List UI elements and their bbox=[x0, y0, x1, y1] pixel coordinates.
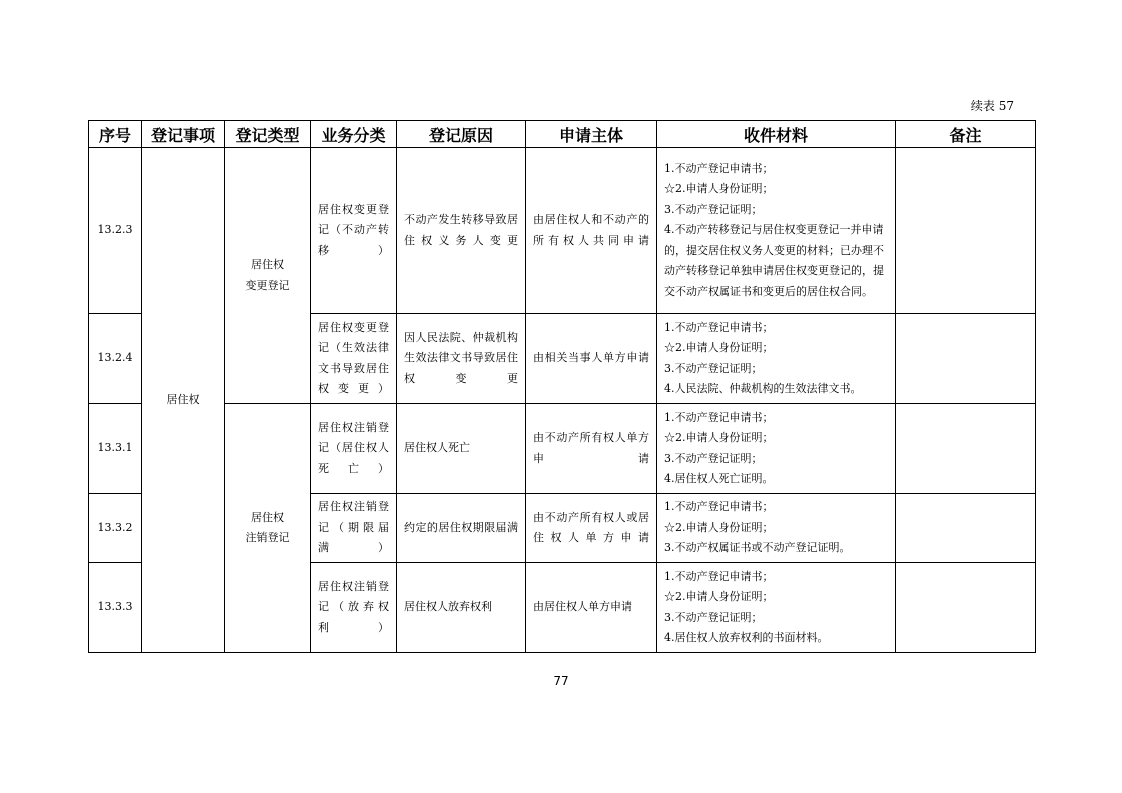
header-registration-item: 登记事项 bbox=[142, 121, 225, 148]
page-number: 77 bbox=[553, 674, 569, 688]
material-item: 4.居住权人死亡证明。 bbox=[664, 472, 774, 485]
materials-cell bbox=[657, 404, 896, 494]
header-registration-reason: 登记原因 bbox=[397, 121, 526, 148]
registration-item-cell: 居住权 bbox=[142, 148, 225, 653]
materials-cell bbox=[657, 314, 896, 404]
registration-type-line2: 变更登记 bbox=[245, 278, 290, 292]
applicant-cell: 由不动产所有权人单方申请 bbox=[526, 404, 657, 494]
business-category-cell: 居住权注销登记（居住权人死亡） bbox=[311, 404, 397, 494]
applicant-cell: 由不动产所有权人或居住权人单方申请 bbox=[526, 494, 657, 563]
material-item: 1.不动产登记申请书； bbox=[664, 161, 774, 175]
material-item: 3.不动产权属证书或不动产登记证明。 bbox=[664, 541, 851, 555]
registration-reason-cell: 因人民法院、仲裁机构生效法律文书导致居住权变更 bbox=[397, 314, 526, 404]
header-remarks: 备注 bbox=[896, 121, 1036, 148]
row-number: 13.3.2 bbox=[89, 494, 142, 563]
registration-type-line1: 居住权 bbox=[251, 510, 284, 524]
row-number: 13.3.1 bbox=[89, 404, 142, 494]
table-row bbox=[89, 404, 1036, 494]
registration-reason-cell: 不动产发生转移导致居住权义务人变更 bbox=[397, 148, 526, 314]
registration-type-cell bbox=[225, 404, 311, 653]
remark-cell bbox=[896, 494, 1036, 563]
material-item: ☆2.申请人身份证明； bbox=[664, 590, 774, 603]
registration-type-cell bbox=[225, 148, 311, 404]
header-materials: 收件材料 bbox=[657, 121, 896, 148]
remark-cell bbox=[896, 563, 1036, 653]
material-item: ☆2.申请人身份证明； bbox=[664, 520, 774, 534]
materials-cell bbox=[657, 494, 896, 563]
applicant-cell: 由相关当事人单方申请 bbox=[526, 314, 657, 404]
applicant-cell: 由居住权人单方申请 bbox=[526, 563, 657, 653]
table-row bbox=[89, 148, 1036, 314]
material-item: 3.不动产登记证明； bbox=[664, 361, 763, 375]
remark-cell bbox=[896, 148, 1036, 314]
materials-cell bbox=[657, 563, 896, 653]
header-business-category: 业务分类 bbox=[311, 121, 397, 148]
registration-reason-cell: 约定的居住权期限届满 bbox=[397, 494, 526, 563]
continued-table-label: 续表 57 bbox=[970, 99, 1014, 113]
business-category-cell: 居住权注销登记（期限届满） bbox=[311, 494, 397, 563]
business-category-cell: 居住权变更登记（不动产转移） bbox=[311, 148, 397, 314]
material-item: 3.不动产登记证明； bbox=[664, 451, 763, 465]
material-item: 3.不动产登记证明； bbox=[664, 610, 763, 624]
material-item: 1.不动产登记申请书； bbox=[664, 410, 774, 424]
materials-cell bbox=[657, 148, 896, 314]
header-registration-type: 登记类型 bbox=[225, 121, 311, 148]
row-number: 13.3.3 bbox=[89, 563, 142, 653]
applicant-cell: 由居住权人和不动产的所有权人共同申请 bbox=[526, 148, 657, 314]
material-item: ☆2.申请人身份证明； bbox=[664, 182, 774, 196]
material-item: 1.不动产登记申请书； bbox=[664, 569, 774, 583]
material-item: 4.居住权人放弃权利的书面材料。 bbox=[664, 631, 829, 644]
header-no: 序号 bbox=[89, 121, 142, 148]
material-item: 4.人民法院、仲裁机构的生效法律文书。 bbox=[664, 382, 862, 395]
business-category-cell: 居住权注销登记（放弃权利） bbox=[311, 563, 397, 653]
business-category-cell: 居住权变更登记（生效法律文书导致居住权变更） bbox=[311, 314, 397, 404]
registration-table bbox=[88, 120, 1036, 653]
remark-cell bbox=[896, 404, 1036, 494]
row-number: 13.2.4 bbox=[89, 314, 142, 404]
row-number: 13.2.3 bbox=[89, 148, 142, 314]
registration-reason-cell: 居住权人死亡 bbox=[397, 404, 526, 494]
material-item: ☆2.申请人身份证明； bbox=[664, 431, 774, 444]
remark-cell bbox=[896, 314, 1036, 404]
header-row bbox=[89, 121, 1036, 148]
registration-type-line2: 注销登记 bbox=[245, 531, 290, 544]
material-item: ☆2.申请人身份证明； bbox=[664, 341, 774, 354]
registration-reason-cell: 居住权人放弃权利 bbox=[397, 563, 526, 653]
material-item: 3.不动产登记证明； bbox=[664, 202, 763, 216]
registration-type-line1: 居住权 bbox=[251, 258, 284, 271]
header-applicant: 申请主体 bbox=[526, 121, 657, 148]
material-item: 4.不动产转移登记与居住权变更登记一并申请的，提交居住权义务人变更的材料；已办理不动产转移登记单独申请居住权变更登记的，提交不动产权属证书和变更后的居住权合同。 bbox=[664, 223, 884, 298]
material-item: 1.不动产登记申请书； bbox=[664, 320, 774, 334]
material-item: 1.不动产登记申请书； bbox=[664, 500, 774, 514]
